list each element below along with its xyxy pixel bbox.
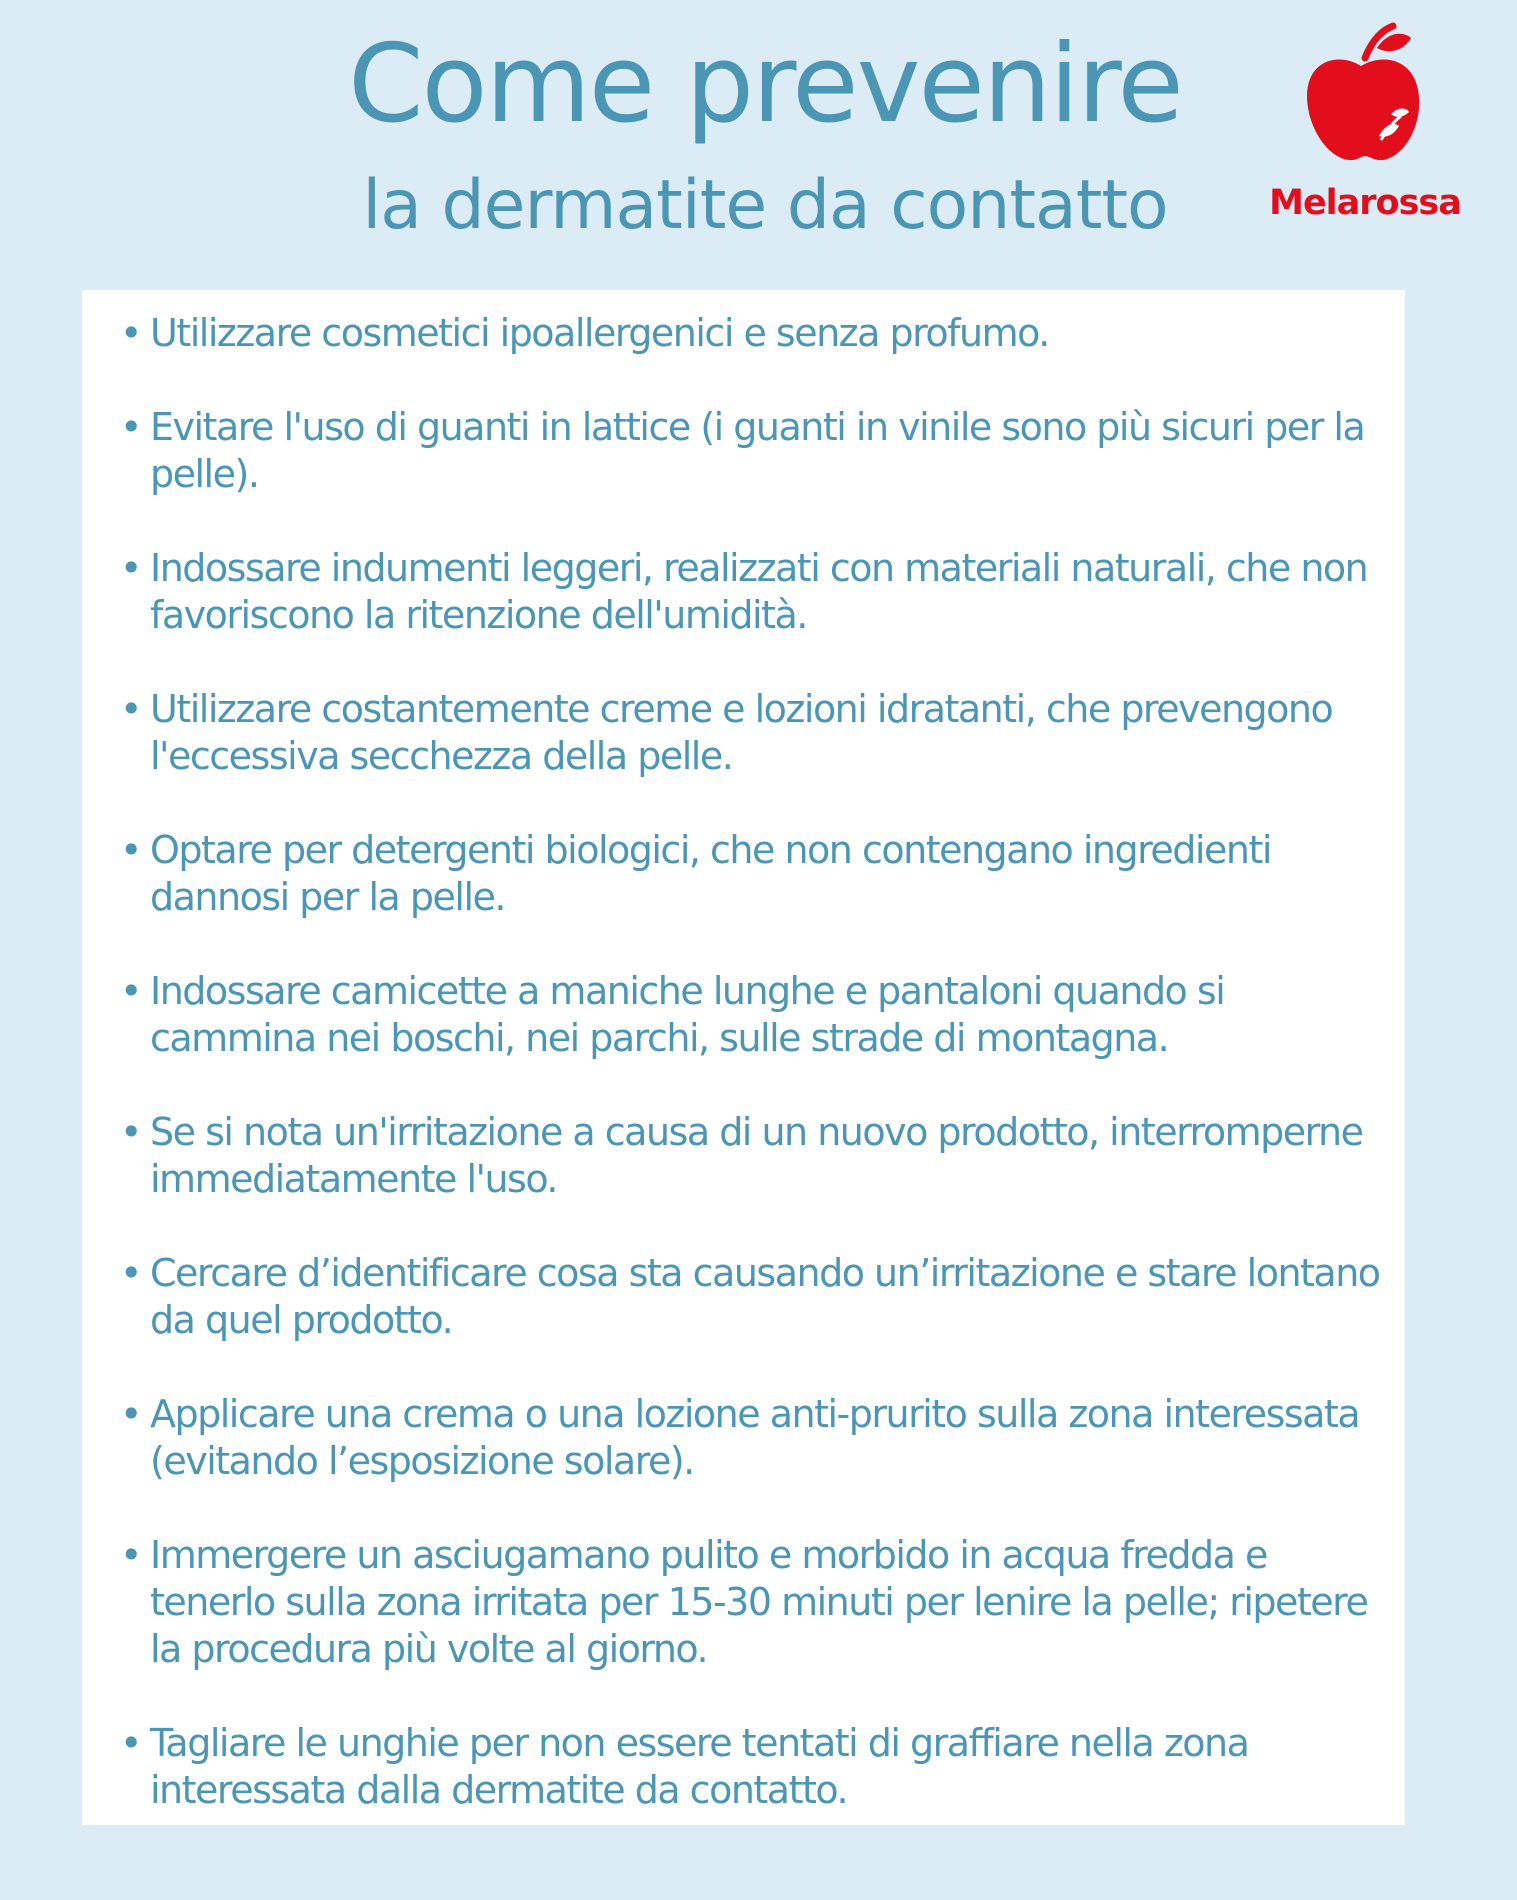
bullet-icon: • — [120, 1721, 143, 1765]
apple-icon — [1303, 18, 1423, 168]
tip-text: Tagliare le unghie per non essere tentati di graffiare nella zona interessata dalla dermatite da contatto. — [150, 1721, 1249, 1812]
page-subtitle: la dermatite da contatto — [362, 166, 1168, 245]
bullet-icon: • — [120, 311, 143, 355]
list-item — [120, 968, 1390, 1062]
tip-text: Applicare una crema o una lozione anti-prurito sulla zona interessata (evitando l’esposizione solare). — [150, 1392, 1360, 1483]
page-title: Come prevenire — [348, 22, 1182, 147]
list-item — [120, 1109, 1390, 1203]
bullet-icon: • — [120, 1392, 143, 1436]
list-item — [120, 686, 1390, 780]
tip-text: Utilizzare costantemente creme e lozioni idratanti, che prevengono l'eccessiva secchezza della pelle. — [150, 687, 1333, 778]
list-item — [120, 545, 1390, 639]
brand-name: Melarossa — [1269, 183, 1461, 223]
tip-text: Cercare d’identificare cosa sta causando un’irritazione e stare lontano da quel prodotto. — [150, 1251, 1380, 1342]
tips-list — [82, 290, 1405, 1814]
list-item — [120, 1250, 1390, 1344]
tip-text: Indossare indumenti leggeri, realizzati con materiali naturali, che non favoriscono la ritenzione dell'umidità. — [150, 546, 1368, 637]
list-item — [120, 404, 1390, 498]
list-item — [120, 1532, 1390, 1673]
tip-text: Utilizzare cosmetici ipoallergenici e senza profumo. — [150, 311, 1049, 355]
bullet-icon: • — [120, 405, 143, 449]
bullet-icon: • — [120, 546, 143, 590]
brand-logo — [1265, 18, 1465, 233]
tip-text: Evitare l'uso di guanti in lattice (i guanti in vinile sono più sicuri per la pelle). — [150, 405, 1365, 496]
bullet-icon: • — [120, 828, 143, 872]
tip-text: Se si nota un'irritazione a causa di un nuovo prodotto, interromperne immediatamente l'uso. — [150, 1110, 1363, 1201]
tips-card — [82, 290, 1405, 1825]
list-item — [120, 1391, 1390, 1485]
bullet-icon: • — [120, 969, 143, 1013]
bullet-icon: • — [120, 1251, 143, 1295]
tip-text: Indossare camicette a maniche lunghe e pantaloni quando si cammina nei boschi, nei parchi, sulle strade di montagna. — [150, 969, 1225, 1060]
tip-text: Immergere un asciugamano pulito e morbido in acqua fredda e tenerlo sulla zona irritata per 15-30 minuti per lenire la pelle; ripetere la procedura più volte al giorno. — [150, 1533, 1368, 1671]
list-item — [120, 1720, 1390, 1814]
tip-text: Optare per detergenti biologici, che non contengano ingredienti dannosi per la pelle. — [150, 828, 1271, 919]
bullet-icon: • — [120, 1533, 143, 1577]
bullet-icon: • — [120, 1110, 143, 1154]
bullet-icon: • — [120, 687, 143, 731]
list-item — [120, 827, 1390, 921]
list-item — [120, 310, 1390, 357]
